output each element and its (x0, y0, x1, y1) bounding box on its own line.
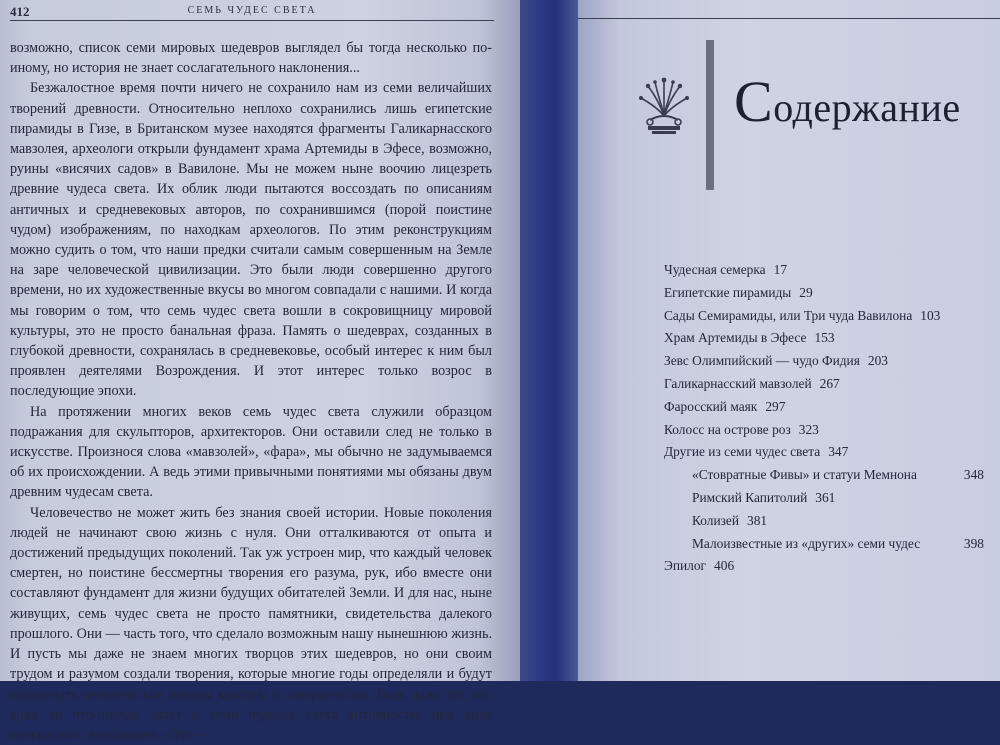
toc-entry-page: 153 (814, 330, 835, 346)
toc-entry-page: 297 (765, 398, 786, 414)
toc-entry (664, 282, 984, 305)
toc-entry (664, 419, 984, 442)
heading-initial: С (734, 69, 774, 134)
toc-entry-title: Храм Артемиды в Эфесе (664, 330, 807, 346)
toc-entry-title: «Стовратные Фивы» и статуи Мемнона (692, 467, 917, 483)
toc-entry-page: 347 (828, 444, 849, 460)
toc-entry (664, 396, 984, 419)
toc-entry-page: 398 (963, 535, 984, 551)
right-page (578, 0, 1000, 681)
toc-entry-title: Колизей (692, 512, 740, 528)
toc-entry (664, 305, 984, 328)
toc-entry-title: Колосс на острове роз (664, 421, 791, 437)
toc-entry-title: Фаросский маяк (664, 398, 758, 414)
running-head (10, 4, 494, 21)
toc-entry (664, 327, 984, 350)
palmette-ornament-icon (636, 74, 692, 136)
toc-entry (664, 441, 984, 464)
paragraph: Человечество не может жить без знания своей истории. Новые поколения людей не начинают свою жизнь с нуля. Они отталкиваются от опыта и достижений предыдущих поколений. Так уж устроен мир, что каждый человек смертен, но поистине бессмертны творения его разума, рук, ибо вместе они составляют фундамент для жизни будущих обитателей Земли. И для нас, ныне живущих, семь чудес света не просто памятники, свидетельства далекого прошлого. Они — часть того, что сделало возможным нашу нынешнюю жизнь. И пусть мы даже не знаем многих творцов этих шедевров, но они своим трудом и разумом создали творения, которые многие годы определяли и будут определять человеческие идеалы красоты и совершенства. Ведь даже тот, кто вряд ли что-нибудь знает о семи чудесах света античности, при виде прекрасного воскликает: «Это — (10, 504, 492, 743)
heading-rest: одержание (773, 85, 961, 130)
paragraph: На протяжении многих веков семь чудес света служили образцом подражания для скульпторов, архитекторов. Они оставили след не только в искусстве. Произнося слова «мавзолей», «фара», мы обычно не задумываемся об их происхождении. А ведь этими привычными понятиями мы обязаны двум древним чудесам света. (10, 403, 492, 501)
toc-subentry (664, 533, 984, 556)
toc-entry-title: Малоизвестные из «других» семи чудес (692, 535, 921, 551)
toc-entry-title: Египетские пирамиды (664, 284, 792, 300)
body-text (10, 38, 492, 745)
toc-entry-title: Галикарнасский мавзолей (664, 375, 812, 391)
toc-entry-title: Чудесная семерка (664, 262, 766, 277)
top-rule (578, 18, 1000, 19)
toc-entry-title: Римский Капитолий (692, 489, 808, 505)
toc-entry-page: 381 (747, 512, 768, 528)
toc-entry (664, 373, 984, 396)
toc-entry (664, 259, 984, 282)
toc-entry-page: 203 (867, 353, 888, 369)
toc-entry-page: 17 (773, 262, 788, 277)
toc-entry-page: 103 (920, 307, 941, 323)
toc-entry-title: Сады Семирамиды, или Три чуда Вавилона (664, 307, 913, 323)
toc-entry (664, 555, 984, 578)
toc-entry-page: 406 (714, 558, 735, 574)
page-title (734, 68, 961, 135)
toc-entry-page: 267 (819, 375, 840, 391)
table-of-contents (664, 259, 984, 578)
toc-entry-title: Зевс Олимпийский — чудо Фидия (664, 353, 860, 369)
toc-entry-title: Эпилог (664, 558, 707, 574)
paragraph: возможно, список семи мировых шедевров выглядел бы тогда несколько по-иному, но история не знает сослагательного наклонения... (10, 40, 492, 77)
page-number: 412 (10, 4, 30, 19)
toc-entry-page: 361 (815, 489, 836, 505)
book-gutter (520, 0, 578, 681)
toc-subentry (664, 464, 984, 487)
paragraph: Безжалостное время почти ничего не сохранило нам из семи величайших творений древности. Относительно неплохо сохранились лишь египетские пирамиды в Гизе, в Британском музее находятся фрагменты Галикарнасского мавзолея, археологи открыли фундамент храма Артемиды в Эфесе, возможно, руины «висячих садов» в Вавилоне. Мы не можем ныне воочию лицезреть древние чудеса света. Их облик люди пытаются воссоздать по описаниям античных и средневековых авторов, по сохранившимся (порой поистине чудом) изображениям, по находкам археологов. По этим реконструкциям можно судить о том, что наши предки считали самым совершенным на Земле на заре человеческой цивилизации. Это были люди совершенно другого времени, но их художественные вкусы во многом совпадали с нашими. И когда мы говорим о том, что семь чудес света вошли в сокровищницу мировой культуры, это не просто банальная фраза. Память о шедеврах, созданных в глубокой древности, сохранялась в средневековье, особый интерес к ним был проявлен деятелями Возрождения. И этот интерес только возрос в последующие эпохи. (10, 80, 492, 400)
toc-entry-title: Другие из семи чудес света (664, 444, 821, 460)
toc-subentry (664, 487, 984, 510)
decorative-bar (706, 40, 714, 190)
running-title: СЕМЬ ЧУДЕС СВЕТА (187, 5, 317, 16)
toc-entry-page: 29 (799, 284, 813, 300)
toc-entry-page: 323 (798, 421, 819, 437)
toc-subentry (664, 510, 984, 533)
toc-entry (664, 350, 984, 373)
toc-entry-page: 348 (963, 467, 984, 483)
